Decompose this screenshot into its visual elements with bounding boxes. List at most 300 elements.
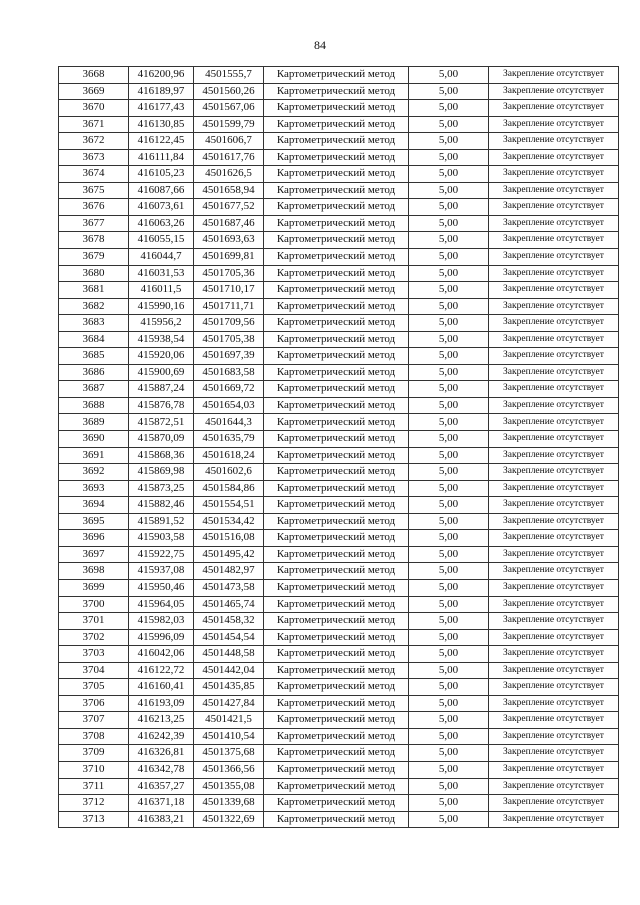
table-row [59, 546, 619, 563]
y-coordinate-cell: 4501375,68 [194, 745, 264, 762]
y-coordinate-cell: 4501555,7 [194, 67, 264, 84]
point-number-cell: 3684 [59, 331, 129, 348]
method-cell: Картометрический метод [264, 100, 409, 117]
y-coordinate-cell: 4501699,81 [194, 249, 264, 266]
method-cell: Картометрический метод [264, 480, 409, 497]
method-cell: Картометрический метод [264, 67, 409, 84]
accuracy-cell: 5,00 [409, 199, 489, 216]
y-coordinate-cell: 4501473,58 [194, 579, 264, 596]
accuracy-cell: 5,00 [409, 166, 489, 183]
point-number-cell: 3675 [59, 182, 129, 199]
table-row [59, 480, 619, 497]
point-number-cell: 3671 [59, 116, 129, 133]
x-coordinate-cell: 415982,03 [129, 613, 194, 630]
x-coordinate-cell: 415903,58 [129, 530, 194, 547]
accuracy-cell: 5,00 [409, 695, 489, 712]
point-number-cell: 3688 [59, 397, 129, 414]
method-cell: Картометрический метод [264, 745, 409, 762]
fixing-cell: Закрепление отсутствует [489, 712, 619, 729]
fixing-cell: Закрепление отсутствует [489, 149, 619, 166]
table-row [59, 67, 619, 84]
table-row [59, 232, 619, 249]
table-row [59, 414, 619, 431]
table-row [59, 778, 619, 795]
accuracy-cell: 5,00 [409, 100, 489, 117]
fixing-cell: Закрепление отсутствует [489, 348, 619, 365]
method-cell: Картометрический метод [264, 166, 409, 183]
point-number-cell: 3701 [59, 613, 129, 630]
accuracy-cell: 5,00 [409, 662, 489, 679]
x-coordinate-cell: 415938,54 [129, 331, 194, 348]
y-coordinate-cell: 4501705,38 [194, 331, 264, 348]
coordinates-table [58, 66, 619, 828]
method-cell: Картометрический метод [264, 563, 409, 580]
method-cell: Картометрический метод [264, 199, 409, 216]
y-coordinate-cell: 4501687,46 [194, 215, 264, 232]
x-coordinate-cell: 415937,08 [129, 563, 194, 580]
method-cell: Картометрический метод [264, 728, 409, 745]
fixing-cell: Закрепление отсутствует [489, 166, 619, 183]
y-coordinate-cell: 4501458,32 [194, 613, 264, 630]
fixing-cell: Закрепление отсутствует [489, 215, 619, 232]
accuracy-cell: 5,00 [409, 215, 489, 232]
y-coordinate-cell: 4501454,54 [194, 629, 264, 646]
method-cell: Картометрический метод [264, 298, 409, 315]
x-coordinate-cell: 415891,52 [129, 513, 194, 530]
x-coordinate-cell: 416326,81 [129, 745, 194, 762]
table-row [59, 331, 619, 348]
fixing-cell: Закрепление отсутствует [489, 315, 619, 332]
accuracy-cell: 5,00 [409, 431, 489, 448]
point-number-cell: 3677 [59, 215, 129, 232]
table-row [59, 249, 619, 266]
point-number-cell: 3692 [59, 464, 129, 481]
table-row [59, 728, 619, 745]
x-coordinate-cell: 416011,5 [129, 282, 194, 299]
y-coordinate-cell: 4501683,58 [194, 364, 264, 381]
y-coordinate-cell: 4501709,56 [194, 315, 264, 332]
point-number-cell: 3670 [59, 100, 129, 117]
point-number-cell: 3706 [59, 695, 129, 712]
fixing-cell: Закрепление отсутствует [489, 232, 619, 249]
x-coordinate-cell: 416122,45 [129, 133, 194, 150]
fixing-cell: Закрепление отсутствует [489, 331, 619, 348]
x-coordinate-cell: 415900,69 [129, 364, 194, 381]
fixing-cell: Закрепление отсутствует [489, 530, 619, 547]
method-cell: Картометрический метод [264, 149, 409, 166]
method-cell: Картометрический метод [264, 795, 409, 812]
table-row [59, 282, 619, 299]
y-coordinate-cell: 4501567,06 [194, 100, 264, 117]
table-row [59, 166, 619, 183]
table-row [59, 133, 619, 150]
method-cell: Картометрический метод [264, 596, 409, 613]
point-number-cell: 3680 [59, 265, 129, 282]
table-row [59, 265, 619, 282]
method-cell: Картометрический метод [264, 116, 409, 133]
accuracy-cell: 5,00 [409, 464, 489, 481]
y-coordinate-cell: 4501448,58 [194, 646, 264, 663]
x-coordinate-cell: 415876,78 [129, 397, 194, 414]
x-coordinate-cell: 415869,98 [129, 464, 194, 481]
x-coordinate-cell: 415920,06 [129, 348, 194, 365]
y-coordinate-cell: 4501560,26 [194, 83, 264, 100]
table-row [59, 116, 619, 133]
table-row [59, 646, 619, 663]
y-coordinate-cell: 4501677,52 [194, 199, 264, 216]
method-cell: Картометрический метод [264, 447, 409, 464]
method-cell: Картометрический метод [264, 364, 409, 381]
fixing-cell: Закрепление отсутствует [489, 579, 619, 596]
point-number-cell: 3682 [59, 298, 129, 315]
x-coordinate-cell: 415872,51 [129, 414, 194, 431]
fixing-cell: Закрепление отсутствует [489, 182, 619, 199]
x-coordinate-cell: 415950,46 [129, 579, 194, 596]
accuracy-cell: 5,00 [409, 149, 489, 166]
accuracy-cell: 5,00 [409, 265, 489, 282]
accuracy-cell: 5,00 [409, 530, 489, 547]
fixing-cell: Закрепление отсутствует [489, 613, 619, 630]
fixing-cell: Закрепление отсутствует [489, 397, 619, 414]
point-number-cell: 3690 [59, 431, 129, 448]
point-number-cell: 3669 [59, 83, 129, 100]
table-row [59, 397, 619, 414]
y-coordinate-cell: 4501618,24 [194, 447, 264, 464]
table-row [59, 795, 619, 812]
method-cell: Картометрический метод [264, 579, 409, 596]
fixing-cell: Закрепление отсутствует [489, 480, 619, 497]
method-cell: Картометрический метод [264, 546, 409, 563]
fixing-cell: Закрепление отсутствует [489, 431, 619, 448]
fixing-cell: Закрепление отсутствует [489, 596, 619, 613]
table-row [59, 100, 619, 117]
accuracy-cell: 5,00 [409, 282, 489, 299]
point-number-cell: 3685 [59, 348, 129, 365]
method-cell: Картометрический метод [264, 513, 409, 530]
fixing-cell: Закрепление отсутствует [489, 513, 619, 530]
method-cell: Картометрический метод [264, 811, 409, 828]
point-number-cell: 3696 [59, 530, 129, 547]
accuracy-cell: 5,00 [409, 679, 489, 696]
x-coordinate-cell: 416242,39 [129, 728, 194, 745]
fixing-cell: Закрепление отсутствует [489, 414, 619, 431]
method-cell: Картометрический метод [264, 431, 409, 448]
table-row [59, 199, 619, 216]
accuracy-cell: 5,00 [409, 67, 489, 84]
method-cell: Картометрический метод [264, 265, 409, 282]
x-coordinate-cell: 416371,18 [129, 795, 194, 812]
accuracy-cell: 5,00 [409, 497, 489, 514]
point-number-cell: 3673 [59, 149, 129, 166]
fixing-cell: Закрепление отсутствует [489, 199, 619, 216]
x-coordinate-cell: 416087,66 [129, 182, 194, 199]
accuracy-cell: 5,00 [409, 712, 489, 729]
method-cell: Картометрический метод [264, 613, 409, 630]
y-coordinate-cell: 4501617,76 [194, 149, 264, 166]
point-number-cell: 3711 [59, 778, 129, 795]
y-coordinate-cell: 4501710,17 [194, 282, 264, 299]
method-cell: Картометрический метод [264, 232, 409, 249]
table-row [59, 447, 619, 464]
fixing-cell: Закрепление отсутствует [489, 563, 619, 580]
x-coordinate-cell: 416193,09 [129, 695, 194, 712]
point-number-cell: 3708 [59, 728, 129, 745]
point-number-cell: 3703 [59, 646, 129, 663]
table-row [59, 464, 619, 481]
method-cell: Картометрический метод [264, 133, 409, 150]
fixing-cell: Закрепление отсутствует [489, 761, 619, 778]
method-cell: Картометрический метод [264, 414, 409, 431]
x-coordinate-cell: 415922,75 [129, 546, 194, 563]
accuracy-cell: 5,00 [409, 745, 489, 762]
fixing-cell: Закрепление отсутствует [489, 100, 619, 117]
point-number-cell: 3686 [59, 364, 129, 381]
y-coordinate-cell: 4501516,08 [194, 530, 264, 547]
x-coordinate-cell: 416189,97 [129, 83, 194, 100]
coordinates-table-body [59, 67, 619, 828]
x-coordinate-cell: 416122,72 [129, 662, 194, 679]
method-cell: Картометрический метод [264, 331, 409, 348]
point-number-cell: 3691 [59, 447, 129, 464]
table-row [59, 182, 619, 199]
table-row [59, 579, 619, 596]
method-cell: Картометрический метод [264, 629, 409, 646]
y-coordinate-cell: 4501711,71 [194, 298, 264, 315]
table-row [59, 745, 619, 762]
table-row [59, 215, 619, 232]
y-coordinate-cell: 4501435,85 [194, 679, 264, 696]
point-number-cell: 3705 [59, 679, 129, 696]
point-number-cell: 3699 [59, 579, 129, 596]
y-coordinate-cell: 4501626,5 [194, 166, 264, 183]
point-number-cell: 3698 [59, 563, 129, 580]
point-number-cell: 3668 [59, 67, 129, 84]
x-coordinate-cell: 416383,21 [129, 811, 194, 828]
x-coordinate-cell: 416042,06 [129, 646, 194, 663]
method-cell: Картометрический метод [264, 215, 409, 232]
x-coordinate-cell: 415996,09 [129, 629, 194, 646]
accuracy-cell: 5,00 [409, 397, 489, 414]
fixing-cell: Закрепление отсутствует [489, 745, 619, 762]
fixing-cell: Закрепление отсутствует [489, 662, 619, 679]
y-coordinate-cell: 4501495,42 [194, 546, 264, 563]
accuracy-cell: 5,00 [409, 364, 489, 381]
accuracy-cell: 5,00 [409, 348, 489, 365]
method-cell: Картометрический метод [264, 464, 409, 481]
y-coordinate-cell: 4501644,3 [194, 414, 264, 431]
accuracy-cell: 5,00 [409, 133, 489, 150]
point-number-cell: 3693 [59, 480, 129, 497]
method-cell: Картометрический метод [264, 712, 409, 729]
x-coordinate-cell: 415956,2 [129, 315, 194, 332]
accuracy-cell: 5,00 [409, 447, 489, 464]
fixing-cell: Закрепление отсутствует [489, 728, 619, 745]
fixing-cell: Закрепление отсутствует [489, 447, 619, 464]
y-coordinate-cell: 4501554,51 [194, 497, 264, 514]
table-row [59, 613, 619, 630]
table-row [59, 348, 619, 365]
x-coordinate-cell: 416342,78 [129, 761, 194, 778]
y-coordinate-cell: 4501658,94 [194, 182, 264, 199]
x-coordinate-cell: 416055,15 [129, 232, 194, 249]
point-number-cell: 3704 [59, 662, 129, 679]
method-cell: Картометрический метод [264, 381, 409, 398]
x-coordinate-cell: 416200,96 [129, 67, 194, 84]
y-coordinate-cell: 4501322,69 [194, 811, 264, 828]
point-number-cell: 3674 [59, 166, 129, 183]
accuracy-cell: 5,00 [409, 513, 489, 530]
table-row [59, 431, 619, 448]
method-cell: Картометрический метод [264, 348, 409, 365]
point-number-cell: 3694 [59, 497, 129, 514]
method-cell: Картометрический метод [264, 397, 409, 414]
accuracy-cell: 5,00 [409, 629, 489, 646]
fixing-cell: Закрепление отсутствует [489, 265, 619, 282]
fixing-cell: Закрепление отсутствует [489, 546, 619, 563]
method-cell: Картометрический метод [264, 315, 409, 332]
table-row [59, 513, 619, 530]
point-number-cell: 3689 [59, 414, 129, 431]
fixing-cell: Закрепление отсутствует [489, 497, 619, 514]
table-row [59, 596, 619, 613]
x-coordinate-cell: 415873,25 [129, 480, 194, 497]
x-coordinate-cell: 416130,85 [129, 116, 194, 133]
y-coordinate-cell: 4501584,86 [194, 480, 264, 497]
table-row [59, 149, 619, 166]
y-coordinate-cell: 4501366,56 [194, 761, 264, 778]
fixing-cell: Закрепление отсутствует [489, 381, 619, 398]
x-coordinate-cell: 415868,36 [129, 447, 194, 464]
accuracy-cell: 5,00 [409, 83, 489, 100]
y-coordinate-cell: 4501693,63 [194, 232, 264, 249]
y-coordinate-cell: 4501599,79 [194, 116, 264, 133]
point-number-cell: 3676 [59, 199, 129, 216]
method-cell: Картометрический метод [264, 695, 409, 712]
accuracy-cell: 5,00 [409, 182, 489, 199]
y-coordinate-cell: 4501606,7 [194, 133, 264, 150]
table-row [59, 497, 619, 514]
point-number-cell: 3697 [59, 546, 129, 563]
fixing-cell: Закрепление отсутствует [489, 695, 619, 712]
accuracy-cell: 5,00 [409, 795, 489, 812]
x-coordinate-cell: 416160,41 [129, 679, 194, 696]
point-number-cell: 3713 [59, 811, 129, 828]
method-cell: Картометрический метод [264, 497, 409, 514]
y-coordinate-cell: 4501442,04 [194, 662, 264, 679]
x-coordinate-cell: 416044,7 [129, 249, 194, 266]
x-coordinate-cell: 416073,61 [129, 199, 194, 216]
x-coordinate-cell: 415964,05 [129, 596, 194, 613]
x-coordinate-cell: 415990,16 [129, 298, 194, 315]
fixing-cell: Закрепление отсутствует [489, 795, 619, 812]
y-coordinate-cell: 4501421,5 [194, 712, 264, 729]
y-coordinate-cell: 4501669,72 [194, 381, 264, 398]
y-coordinate-cell: 4501534,42 [194, 513, 264, 530]
accuracy-cell: 5,00 [409, 331, 489, 348]
y-coordinate-cell: 4501602,6 [194, 464, 264, 481]
accuracy-cell: 5,00 [409, 480, 489, 497]
accuracy-cell: 5,00 [409, 116, 489, 133]
point-number-cell: 3695 [59, 513, 129, 530]
fixing-cell: Закрепление отсутствует [489, 646, 619, 663]
x-coordinate-cell: 416105,23 [129, 166, 194, 183]
table-row [59, 679, 619, 696]
point-number-cell: 3679 [59, 249, 129, 266]
point-number-cell: 3702 [59, 629, 129, 646]
table-row [59, 629, 619, 646]
method-cell: Картометрический метод [264, 249, 409, 266]
method-cell: Картометрический метод [264, 662, 409, 679]
table-row [59, 530, 619, 547]
point-number-cell: 3687 [59, 381, 129, 398]
x-coordinate-cell: 416357,27 [129, 778, 194, 795]
accuracy-cell: 5,00 [409, 596, 489, 613]
method-cell: Картометрический метод [264, 83, 409, 100]
fixing-cell: Закрепление отсутствует [489, 298, 619, 315]
method-cell: Картометрический метод [264, 182, 409, 199]
method-cell: Картометрический метод [264, 282, 409, 299]
x-coordinate-cell: 416213,25 [129, 712, 194, 729]
x-coordinate-cell: 415887,24 [129, 381, 194, 398]
x-coordinate-cell: 416031,53 [129, 265, 194, 282]
method-cell: Картометрический метод [264, 778, 409, 795]
point-number-cell: 3700 [59, 596, 129, 613]
fixing-cell: Закрепление отсутствует [489, 629, 619, 646]
fixing-cell: Закрепление отсутствует [489, 364, 619, 381]
accuracy-cell: 5,00 [409, 811, 489, 828]
accuracy-cell: 5,00 [409, 613, 489, 630]
y-coordinate-cell: 4501654,03 [194, 397, 264, 414]
point-number-cell: 3712 [59, 795, 129, 812]
table-row [59, 761, 619, 778]
fixing-cell: Закрепление отсутствует [489, 464, 619, 481]
x-coordinate-cell: 416111,84 [129, 149, 194, 166]
accuracy-cell: 5,00 [409, 761, 489, 778]
point-number-cell: 3710 [59, 761, 129, 778]
accuracy-cell: 5,00 [409, 298, 489, 315]
page-number: 84 [314, 38, 326, 52]
table-row [59, 695, 619, 712]
accuracy-cell: 5,00 [409, 579, 489, 596]
table-row [59, 315, 619, 332]
accuracy-cell: 5,00 [409, 315, 489, 332]
method-cell: Картометрический метод [264, 530, 409, 547]
y-coordinate-cell: 4501465,74 [194, 596, 264, 613]
fixing-cell: Закрепление отсутствует [489, 811, 619, 828]
accuracy-cell: 5,00 [409, 563, 489, 580]
accuracy-cell: 5,00 [409, 546, 489, 563]
fixing-cell: Закрепление отсутствует [489, 249, 619, 266]
x-coordinate-cell: 416177,43 [129, 100, 194, 117]
fixing-cell: Закрепление отсутствует [489, 778, 619, 795]
accuracy-cell: 5,00 [409, 249, 489, 266]
y-coordinate-cell: 4501339,68 [194, 795, 264, 812]
x-coordinate-cell: 415870,09 [129, 431, 194, 448]
fixing-cell: Закрепление отсутствует [489, 679, 619, 696]
fixing-cell: Закрепление отсутствует [489, 282, 619, 299]
table-row [59, 83, 619, 100]
point-number-cell: 3681 [59, 282, 129, 299]
fixing-cell: Закрепление отсутствует [489, 133, 619, 150]
y-coordinate-cell: 4501697,39 [194, 348, 264, 365]
fixing-cell: Закрепление отсутствует [489, 83, 619, 100]
table-row [59, 662, 619, 679]
y-coordinate-cell: 4501427,84 [194, 695, 264, 712]
x-coordinate-cell: 415882,46 [129, 497, 194, 514]
table-row [59, 712, 619, 729]
accuracy-cell: 5,00 [409, 778, 489, 795]
y-coordinate-cell: 4501355,08 [194, 778, 264, 795]
